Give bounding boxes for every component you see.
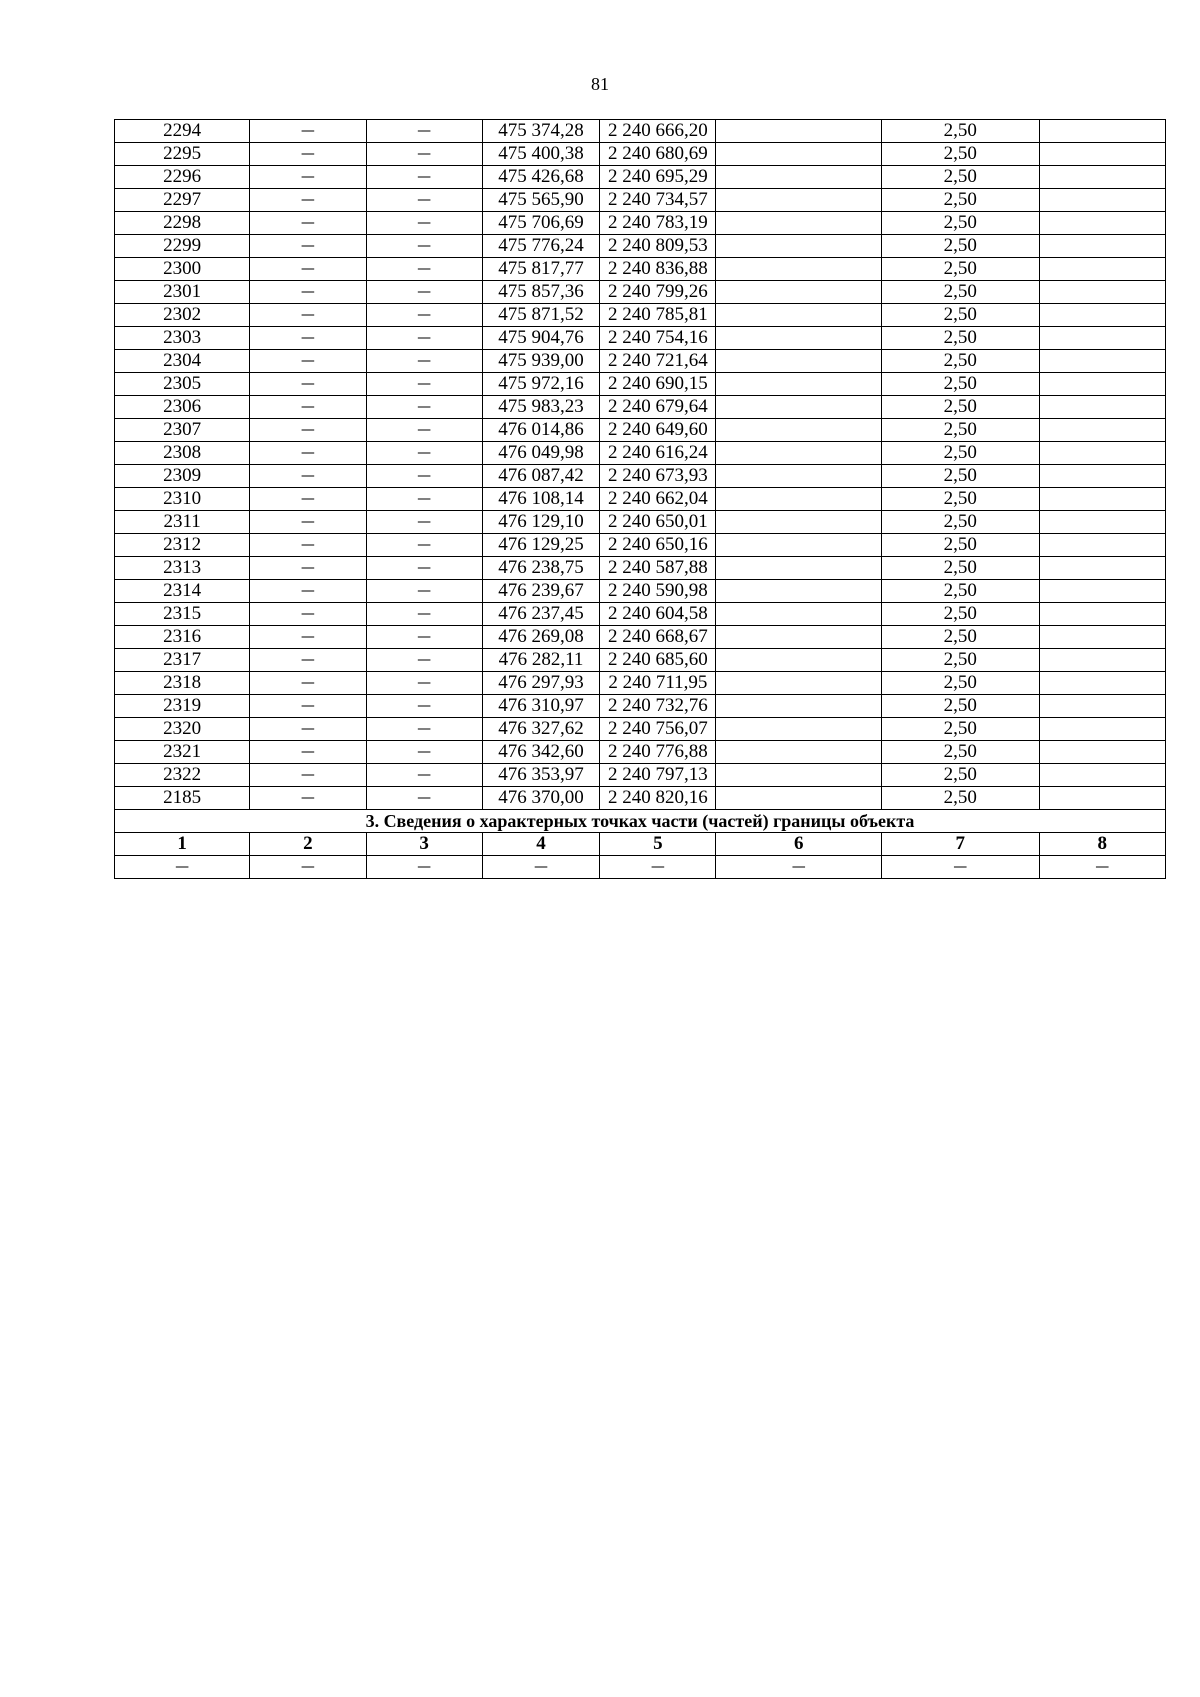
table-cell-c3: —: [366, 281, 482, 304]
table-cell-y: 2 240 776,88: [600, 741, 716, 764]
table-row: [115, 212, 1166, 235]
table-cell-c8: [1039, 396, 1165, 419]
table-cell-c6: [716, 304, 881, 327]
table-cell-c8: [1039, 327, 1165, 350]
table-cell-c8: [1039, 304, 1165, 327]
table-cell-x: 476 282,11: [482, 649, 599, 672]
table-cell-c8: [1039, 787, 1165, 810]
table-cell-c2: —: [250, 787, 366, 810]
table-cell-x: 476 370,00: [482, 787, 599, 810]
table-cell-point: 2320: [115, 718, 250, 741]
table-cell-y: 2 240 695,29: [600, 166, 716, 189]
table-cell-x: 476 239,67: [482, 580, 599, 603]
table-cell-c3: —: [366, 534, 482, 557]
table-row: [115, 580, 1166, 603]
table-cell-point: 2307: [115, 419, 250, 442]
table-cell-y: 2 240 785,81: [600, 304, 716, 327]
table-cell-x: 476 237,45: [482, 603, 599, 626]
table-cell-c7: 2,50: [881, 534, 1039, 557]
table-cell-c7: 2,50: [881, 327, 1039, 350]
table-cell-point: 2299: [115, 235, 250, 258]
table-cell-c2: —: [250, 258, 366, 281]
table-cell-x: 475 904,76: [482, 327, 599, 350]
table-cell-y: 2 240 650,16: [600, 534, 716, 557]
table-cell-point: 2295: [115, 143, 250, 166]
table-cell-point: 2303: [115, 327, 250, 350]
table-cell-c6: [716, 281, 881, 304]
table-cell-c8: [1039, 649, 1165, 672]
table-cell-c2: —: [250, 373, 366, 396]
table-cell-point: 2318: [115, 672, 250, 695]
table-row: [115, 373, 1166, 396]
table-cell-x: 475 706,69: [482, 212, 599, 235]
table-cell-y: 2 240 650,01: [600, 511, 716, 534]
table-cell-y: 2 240 649,60: [600, 419, 716, 442]
table-cell-c7: 2,50: [881, 580, 1039, 603]
table-cell-c2: —: [250, 741, 366, 764]
table-cell-c3: —: [366, 718, 482, 741]
table-cell-c3: —: [366, 465, 482, 488]
table-cell-c7: 2,50: [881, 741, 1039, 764]
table-cell-x: 475 939,00: [482, 350, 599, 373]
table-cell-c8: [1039, 764, 1165, 787]
table-cell-y: 2 240 679,64: [600, 396, 716, 419]
table-cell-c8: [1039, 235, 1165, 258]
table-cell-c6: [716, 603, 881, 626]
table-cell-c3: —: [366, 166, 482, 189]
table-cell-c3: —: [366, 672, 482, 695]
table-cell-c2: —: [250, 511, 366, 534]
table-cell-c2: —: [250, 143, 366, 166]
table-cell-c8: [1039, 488, 1165, 511]
table-cell-c3: —: [366, 143, 482, 166]
table-cell-c2: —: [250, 626, 366, 649]
table-cell-c2: —: [250, 649, 366, 672]
table-cell-c8: [1039, 580, 1165, 603]
table-cell-c7: 2,50: [881, 465, 1039, 488]
table-cell-c6: [716, 396, 881, 419]
table-cell: —: [115, 856, 250, 879]
table-cell-c2: —: [250, 764, 366, 787]
table-cell-c8: [1039, 120, 1165, 143]
table-row: [115, 672, 1166, 695]
table-cell-point: 2317: [115, 649, 250, 672]
table-cell-c2: —: [250, 672, 366, 695]
table-cell-c3: —: [366, 695, 482, 718]
table-cell-c3: —: [366, 511, 482, 534]
section-3-title: 3. Сведения о характерных точках части (частей) границы объекта: [115, 810, 1166, 833]
table-cell-c8: [1039, 350, 1165, 373]
table-cell-c7: 2,50: [881, 212, 1039, 235]
table-cell-c2: —: [250, 534, 366, 557]
table-cell-x: 476 129,25: [482, 534, 599, 557]
table-cell-y: 2 240 690,15: [600, 373, 716, 396]
table-cell-point: 2294: [115, 120, 250, 143]
table-cell-point: 2301: [115, 281, 250, 304]
table-cell-c8: [1039, 442, 1165, 465]
table-cell-c7: 2,50: [881, 511, 1039, 534]
table-cell-c2: —: [250, 212, 366, 235]
table-cell-c7: 2,50: [881, 672, 1039, 695]
table-cell-point: 2313: [115, 557, 250, 580]
table-cell-x: 475 972,16: [482, 373, 599, 396]
table-cell-point: 2319: [115, 695, 250, 718]
table-cell-y: 2 240 680,69: [600, 143, 716, 166]
table-cell-c3: —: [366, 258, 482, 281]
table-cell-c7: 2,50: [881, 442, 1039, 465]
table-cell-c3: —: [366, 327, 482, 350]
column-number: 3: [366, 833, 482, 856]
table-cell-c8: [1039, 281, 1165, 304]
table-cell-x: 476 353,97: [482, 764, 599, 787]
table-cell-c6: [716, 235, 881, 258]
table-cell-x: 475 565,90: [482, 189, 599, 212]
table-cell-c7: 2,50: [881, 695, 1039, 718]
table-cell-c6: [716, 511, 881, 534]
table-cell-point: 2298: [115, 212, 250, 235]
table-cell-c3: —: [366, 787, 482, 810]
table-cell-x: 475 983,23: [482, 396, 599, 419]
table-cell-c6: [716, 419, 881, 442]
table-cell-point: 2309: [115, 465, 250, 488]
table-cell-c6: [716, 672, 881, 695]
table-cell-c7: 2,50: [881, 189, 1039, 212]
table-cell-y: 2 240 721,64: [600, 350, 716, 373]
table-cell-c3: —: [366, 189, 482, 212]
table-cell-c8: [1039, 741, 1165, 764]
table-cell-c6: [716, 327, 881, 350]
table-cell-y: 2 240 685,60: [600, 649, 716, 672]
table-row: [115, 281, 1166, 304]
table-cell-c6: [716, 695, 881, 718]
table-cell-y: 2 240 820,16: [600, 787, 716, 810]
table-row: [115, 695, 1166, 718]
table-cell-c8: [1039, 534, 1165, 557]
table-cell-y: 2 240 799,26: [600, 281, 716, 304]
table-body: [115, 120, 1166, 879]
table-cell-y: 2 240 604,58: [600, 603, 716, 626]
table-cell-c2: —: [250, 465, 366, 488]
table-cell-y: 2 240 809,53: [600, 235, 716, 258]
table-cell-point: 2300: [115, 258, 250, 281]
table-row: [115, 764, 1166, 787]
table-cell-y: 2 240 587,88: [600, 557, 716, 580]
page-number: 81: [591, 74, 609, 94]
table-cell-c7: 2,50: [881, 373, 1039, 396]
table-cell-x: 475 374,28: [482, 120, 599, 143]
table-cell-y: 2 240 836,88: [600, 258, 716, 281]
table-row: [115, 419, 1166, 442]
table-cell-c6: [716, 373, 881, 396]
table-cell-point: 2310: [115, 488, 250, 511]
table-cell-c7: 2,50: [881, 557, 1039, 580]
table-cell-c6: [716, 718, 881, 741]
table-cell-c6: [716, 787, 881, 810]
table-cell-x: 476 310,97: [482, 695, 599, 718]
table-cell-c8: [1039, 143, 1165, 166]
table-cell-c7: 2,50: [881, 258, 1039, 281]
table-row: [115, 327, 1166, 350]
table-row: [115, 649, 1166, 672]
table-cell: —: [1039, 856, 1165, 879]
table-cell-c8: [1039, 695, 1165, 718]
table-cell: —: [482, 856, 599, 879]
table-row: [115, 235, 1166, 258]
table-cell-c6: [716, 626, 881, 649]
table-cell-point: 2314: [115, 580, 250, 603]
table-cell-c8: [1039, 672, 1165, 695]
table-cell-c7: 2,50: [881, 649, 1039, 672]
table-cell-y: 2 240 756,07: [600, 718, 716, 741]
column-number: 4: [482, 833, 599, 856]
table-cell-c6: [716, 465, 881, 488]
table-cell-c7: 2,50: [881, 143, 1039, 166]
table-cell-c3: —: [366, 764, 482, 787]
table-cell-y: 2 240 616,24: [600, 442, 716, 465]
table-cell-c8: [1039, 166, 1165, 189]
column-number: 7: [881, 833, 1039, 856]
table-cell-c7: 2,50: [881, 626, 1039, 649]
table-cell-point: 2305: [115, 373, 250, 396]
table-cell-c6: [716, 764, 881, 787]
table-cell-c3: —: [366, 304, 482, 327]
table-cell-c2: —: [250, 166, 366, 189]
table-cell-c8: [1039, 511, 1165, 534]
table-cell-point: 2315: [115, 603, 250, 626]
table-cell-c6: [716, 649, 881, 672]
table-cell-y: 2 240 797,13: [600, 764, 716, 787]
table-cell-c6: [716, 258, 881, 281]
table-cell-c8: [1039, 373, 1165, 396]
table-cell-c7: 2,50: [881, 304, 1039, 327]
table-row: [115, 718, 1166, 741]
table-cell-point: 2304: [115, 350, 250, 373]
table-cell-c2: —: [250, 442, 366, 465]
table-cell-c2: —: [250, 189, 366, 212]
table-cell-c2: —: [250, 350, 366, 373]
table-cell-c7: 2,50: [881, 396, 1039, 419]
table-cell-c7: 2,50: [881, 787, 1039, 810]
table-cell-c6: [716, 166, 881, 189]
table-row: [115, 488, 1166, 511]
table-cell-c8: [1039, 258, 1165, 281]
table-cell-c8: [1039, 419, 1165, 442]
table-cell-point: 2185: [115, 787, 250, 810]
table-cell-c2: —: [250, 603, 366, 626]
table-cell-c8: [1039, 603, 1165, 626]
table-row: [115, 166, 1166, 189]
column-numbers-row: [115, 833, 1166, 856]
table-cell-c3: —: [366, 603, 482, 626]
column-number: 6: [716, 833, 881, 856]
table-cell-y: 2 240 783,19: [600, 212, 716, 235]
table-row: [115, 534, 1166, 557]
table-cell-c3: —: [366, 580, 482, 603]
table-cell-c2: —: [250, 327, 366, 350]
table-cell-c3: —: [366, 649, 482, 672]
table-cell-c8: [1039, 626, 1165, 649]
table-row: [115, 304, 1166, 327]
table-cell-c3: —: [366, 212, 482, 235]
table-cell-c2: —: [250, 580, 366, 603]
section-3-empty-row: [115, 856, 1166, 879]
table-cell-c3: —: [366, 741, 482, 764]
table-row: [115, 511, 1166, 534]
table-row: [115, 557, 1166, 580]
table-cell-c2: —: [250, 235, 366, 258]
table-cell: —: [366, 856, 482, 879]
column-number: 1: [115, 833, 250, 856]
table-cell-c6: [716, 534, 881, 557]
column-number: 5: [600, 833, 716, 856]
table-row: [115, 787, 1166, 810]
table-cell-x: 476 269,08: [482, 626, 599, 649]
table-cell-y: 2 240 711,95: [600, 672, 716, 695]
table-cell-x: 476 087,42: [482, 465, 599, 488]
table-cell-y: 2 240 734,57: [600, 189, 716, 212]
table-cell-c8: [1039, 557, 1165, 580]
table-row: [115, 396, 1166, 419]
table-cell-y: 2 240 662,04: [600, 488, 716, 511]
table-cell-x: 475 400,38: [482, 143, 599, 166]
table-cell-point: 2322: [115, 764, 250, 787]
table-cell-c7: 2,50: [881, 718, 1039, 741]
table-cell-c6: [716, 741, 881, 764]
table-cell-c2: —: [250, 120, 366, 143]
table-row: [115, 350, 1166, 373]
table-cell-point: 2311: [115, 511, 250, 534]
column-number: 8: [1039, 833, 1165, 856]
table-cell-c3: —: [366, 557, 482, 580]
table-cell-c6: [716, 120, 881, 143]
table-cell-c7: 2,50: [881, 764, 1039, 787]
table-cell-c6: [716, 212, 881, 235]
table-cell-c6: [716, 189, 881, 212]
table-cell-point: 2306: [115, 396, 250, 419]
table-row: [115, 626, 1166, 649]
table-cell-c7: 2,50: [881, 350, 1039, 373]
table-cell-c6: [716, 580, 881, 603]
table-cell-c8: [1039, 189, 1165, 212]
table-cell: —: [716, 856, 881, 879]
table-cell-c2: —: [250, 718, 366, 741]
table-cell-c3: —: [366, 120, 482, 143]
table-cell-c6: [716, 143, 881, 166]
table-cell: —: [250, 856, 366, 879]
table-row: [115, 442, 1166, 465]
table-row: [115, 120, 1166, 143]
table-cell-c7: 2,50: [881, 419, 1039, 442]
table-cell-c7: 2,50: [881, 120, 1039, 143]
table-cell-point: 2312: [115, 534, 250, 557]
table-cell-c6: [716, 350, 881, 373]
table-cell-c3: —: [366, 373, 482, 396]
table-cell-point: 2308: [115, 442, 250, 465]
table-cell-x: 476 014,86: [482, 419, 599, 442]
table-cell-x: 476 108,14: [482, 488, 599, 511]
table-row: [115, 741, 1166, 764]
table-cell-point: 2316: [115, 626, 250, 649]
table-cell-c8: [1039, 718, 1165, 741]
table-cell-c7: 2,50: [881, 166, 1039, 189]
table-cell-y: 2 240 732,76: [600, 695, 716, 718]
table-cell: —: [600, 856, 716, 879]
table-cell-point: 2302: [115, 304, 250, 327]
table-cell-x: 476 129,10: [482, 511, 599, 534]
table-row: [115, 258, 1166, 281]
table-row: [115, 603, 1166, 626]
table-cell-x: 475 871,52: [482, 304, 599, 327]
table-cell-y: 2 240 666,20: [600, 120, 716, 143]
table-cell-point: 2296: [115, 166, 250, 189]
table-cell-x: 476 049,98: [482, 442, 599, 465]
table-cell-c7: 2,50: [881, 281, 1039, 304]
table-cell-x: 476 342,60: [482, 741, 599, 764]
table-row: [115, 465, 1166, 488]
table-cell-c2: —: [250, 281, 366, 304]
table-cell-y: 2 240 590,98: [600, 580, 716, 603]
table-cell-x: 476 238,75: [482, 557, 599, 580]
table-cell-c3: —: [366, 350, 482, 373]
table-cell-c6: [716, 442, 881, 465]
table-cell-c2: —: [250, 557, 366, 580]
table-cell-x: 475 817,77: [482, 258, 599, 281]
table-cell-c2: —: [250, 488, 366, 511]
table-cell-c2: —: [250, 695, 366, 718]
table-cell-point: 2321: [115, 741, 250, 764]
table-cell-c2: —: [250, 396, 366, 419]
table-cell-c2: —: [250, 304, 366, 327]
table-cell-y: 2 240 754,16: [600, 327, 716, 350]
table-cell-x: 475 426,68: [482, 166, 599, 189]
table-cell-x: 476 327,62: [482, 718, 599, 741]
table-cell-c3: —: [366, 488, 482, 511]
table-cell-c6: [716, 488, 881, 511]
table-cell-c3: —: [366, 419, 482, 442]
table-cell-c3: —: [366, 235, 482, 258]
table-cell-x: 476 297,93: [482, 672, 599, 695]
section-title-row: [115, 810, 1166, 833]
table-row: [115, 189, 1166, 212]
table-cell-c7: 2,50: [881, 235, 1039, 258]
table-cell-x: 475 776,24: [482, 235, 599, 258]
table-cell-y: 2 240 673,93: [600, 465, 716, 488]
table-cell-c3: —: [366, 626, 482, 649]
table-cell-c3: —: [366, 396, 482, 419]
table-cell-y: 2 240 668,67: [600, 626, 716, 649]
table-cell: —: [881, 856, 1039, 879]
table-cell-x: 475 857,36: [482, 281, 599, 304]
table-cell-c7: 2,50: [881, 488, 1039, 511]
table-cell-c3: —: [366, 442, 482, 465]
table-row: [115, 143, 1166, 166]
column-number: 2: [250, 833, 366, 856]
table-cell-point: 2297: [115, 189, 250, 212]
coordinates-table: [114, 119, 1166, 879]
table-cell-c6: [716, 557, 881, 580]
table-cell-c8: [1039, 212, 1165, 235]
table-cell-c8: [1039, 465, 1165, 488]
table-cell-c7: 2,50: [881, 603, 1039, 626]
table-cell-c2: —: [250, 419, 366, 442]
